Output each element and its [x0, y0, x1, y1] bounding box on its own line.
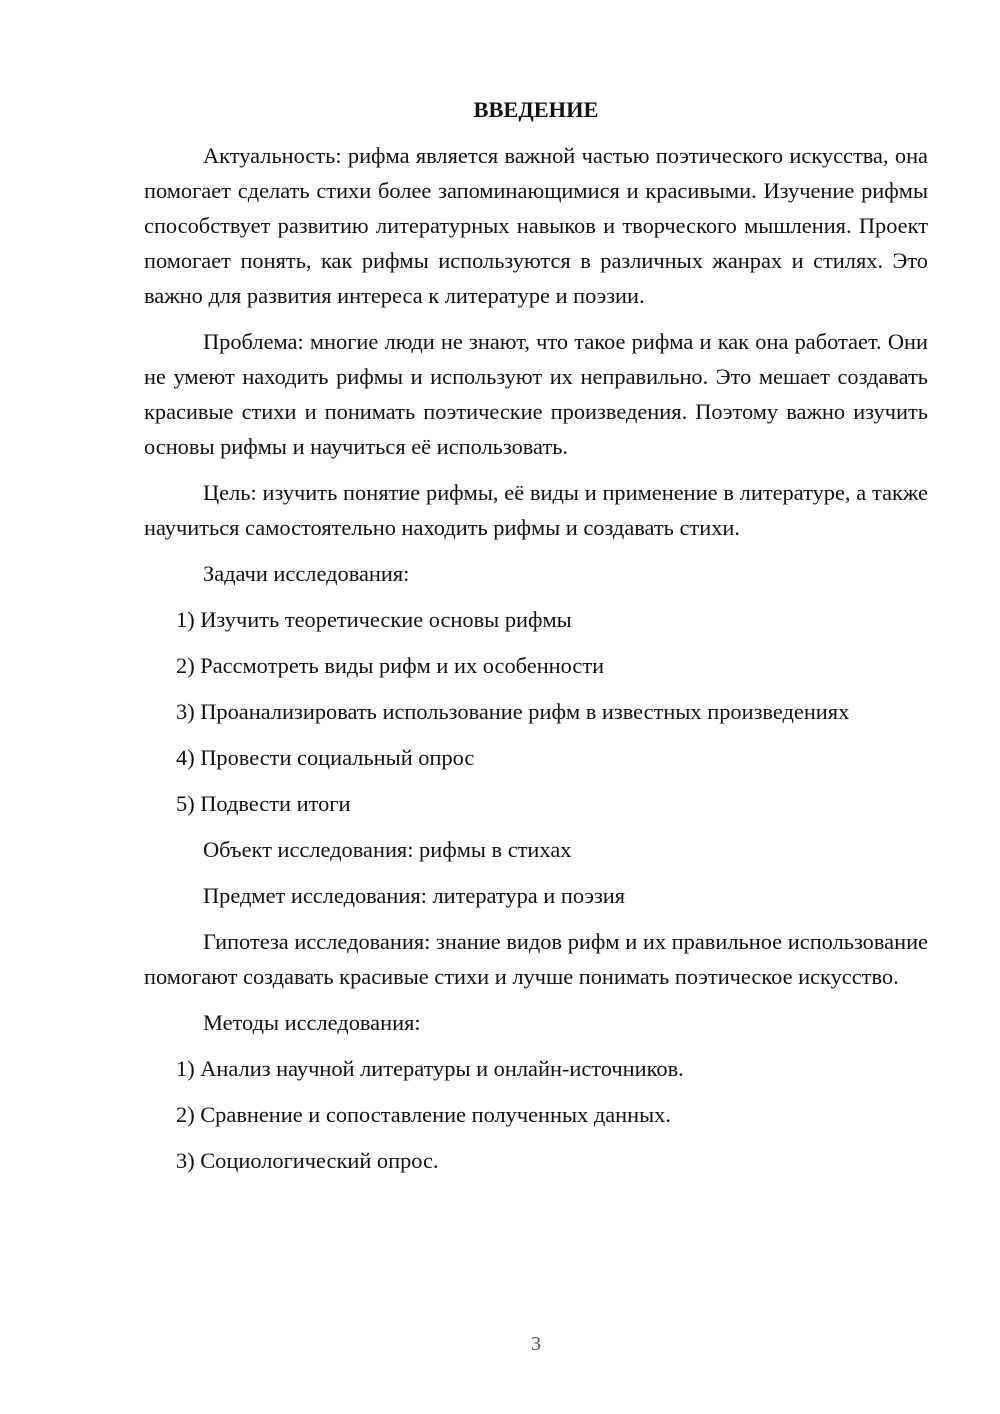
- problem-paragraph: Проблема: многие люди не знают, что такое рифма и как она работает. Они не умеют находить рифмы и используют их неправильно. Это мешает создавать красивые стихи и понимать поэтические произведения. Поэтому важно изучить основы рифмы и научиться её использовать.: [144, 329, 928, 459]
- task-item: 5) Подвести итоги: [176, 791, 351, 816]
- relevance-paragraph: Актуальность: рифма является важной частью поэтического искусства, она помогает сделать стихи более запоминающимися и красивыми. Изучение рифмы способствует развитию литературных навыков и творческого мышления. Проект помогает понять, как рифмы используются в различных жанрах и стилях. Это важно для развития интереса к литературе и поэзии.: [144, 143, 928, 308]
- method-item: 3) Социологический опрос.: [176, 1148, 439, 1173]
- page-content: [144, 92, 928, 1189]
- method-item: 1) Анализ научной литературы и онлайн-источников.: [176, 1056, 684, 1081]
- task-item: 2) Рассмотреть виды рифм и их особенности: [176, 653, 605, 678]
- methods-heading: Методы исследования:: [203, 1010, 421, 1035]
- task-item: 1) Изучить теоретические основы рифмы: [176, 607, 572, 632]
- object-line: Объект исследования: рифмы в стихах: [203, 837, 572, 862]
- hypothesis-paragraph: Гипотеза исследования: знание видов рифм и их правильное использование помогают создавать красивые стихи и лучше понимать поэтическое искусство.: [144, 929, 928, 989]
- section-title: ВВЕДЕНИЕ: [473, 97, 599, 122]
- goal-paragraph: Цель: изучить понятие рифмы, её виды и применение в литературе, а также научиться самостоятельно находить рифмы и создавать стихи.: [144, 480, 928, 540]
- method-item: 2) Сравнение и сопоставление полученных данных.: [176, 1102, 671, 1127]
- page-number: 3: [531, 1333, 541, 1355]
- tasks-heading: Задачи исследования:: [203, 561, 410, 586]
- subject-line: Предмет исследования: литература и поэзия: [203, 883, 626, 908]
- task-item: 3) Проанализировать использование рифм в известных произведениях: [176, 699, 850, 724]
- task-item: 4) Провести социальный опрос: [176, 745, 475, 770]
